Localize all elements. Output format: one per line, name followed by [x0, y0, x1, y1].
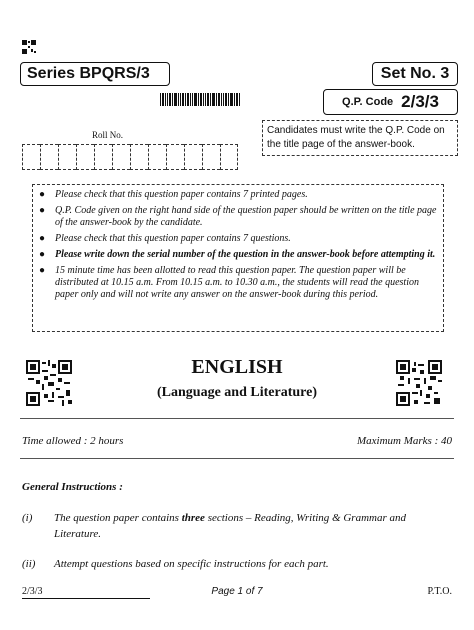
subject-subtitle: (Language and Literature)	[157, 385, 317, 400]
time-allowed: Time allowed : 2 hours	[22, 435, 124, 447]
footer-code: 2/3/3	[22, 586, 43, 597]
item-text-pre: The question paper contains	[54, 512, 182, 524]
meta-divider	[20, 458, 454, 459]
item-number: (ii)	[22, 558, 36, 570]
instruction-text: 15 minute time has been allotted to read this question paper. The question paper will be distributed at 10.15 a.m. From 10.15 a.m. to 10.30 a.m., the students will read the question paper only and will not write any answer on the answer-book during this period.	[55, 265, 419, 300]
maximum-marks: Maximum Marks : 40	[356, 435, 452, 447]
instruction-item	[39, 205, 437, 229]
footer-page-number: Page 1 of 7	[211, 586, 263, 597]
qp-code-prefix: Q.P. Code	[342, 96, 394, 108]
header-divider	[20, 418, 454, 419]
subject-title: ENGLISH	[191, 356, 283, 378]
general-instruction-item	[22, 510, 442, 542]
instruction-item	[39, 265, 437, 301]
item-text-pre: Attempt questions based on specific instructions for each part.	[54, 558, 329, 570]
instruction-text: Please check that this question paper contains 7 printed pages.	[55, 189, 308, 200]
candidates-note-box	[262, 120, 458, 156]
instruction-text: Q.P. Code given on the right hand side of the question paper should be written on the title page of the answer-book by the candidate.	[55, 205, 437, 228]
instruction-text: Please check that this question paper contains 7 questions.	[55, 233, 291, 244]
instruction-item	[39, 189, 437, 201]
item-text-bold: three	[181, 512, 205, 524]
bullet-icon: ●	[39, 205, 46, 216]
instructions-box	[32, 184, 444, 332]
bullet-icon: ●	[39, 233, 46, 244]
top-qr-code-icon	[22, 40, 36, 54]
roll-number-boxes[interactable]	[22, 144, 238, 170]
item-number: (i)	[22, 512, 33, 524]
candidates-note: Candidates must write the Q.P. Code on the title page of the answer-book.	[267, 125, 445, 150]
general-instruction-item	[22, 556, 442, 572]
instruction-item	[39, 233, 437, 245]
instruction-text: Please write down the serial number of the question in the answer-book before attempting it.	[55, 249, 436, 260]
footer-pto: P.T.O.	[427, 586, 452, 597]
general-instructions-heading: General Instructions :	[22, 481, 123, 493]
barcode-icon	[160, 93, 240, 106]
set-number-label: Set No. 3	[380, 65, 450, 82]
bullet-icon: ●	[39, 189, 46, 200]
footer-code-underline	[22, 598, 150, 599]
instruction-item	[39, 249, 437, 261]
instructions-list	[39, 189, 437, 301]
series-box	[20, 62, 170, 86]
bullet-icon: ●	[39, 249, 46, 260]
roll-number-label: Roll No.	[92, 130, 124, 140]
item-text-post: sections – Reading, Writing & Grammar and Literature.	[54, 512, 407, 540]
bullet-icon: ●	[39, 265, 46, 276]
qp-code-value: 2/3/3	[401, 92, 439, 111]
qp-code-box	[323, 89, 458, 115]
series-label: Series BPQRS/3	[27, 65, 150, 82]
set-number-box	[372, 62, 458, 86]
